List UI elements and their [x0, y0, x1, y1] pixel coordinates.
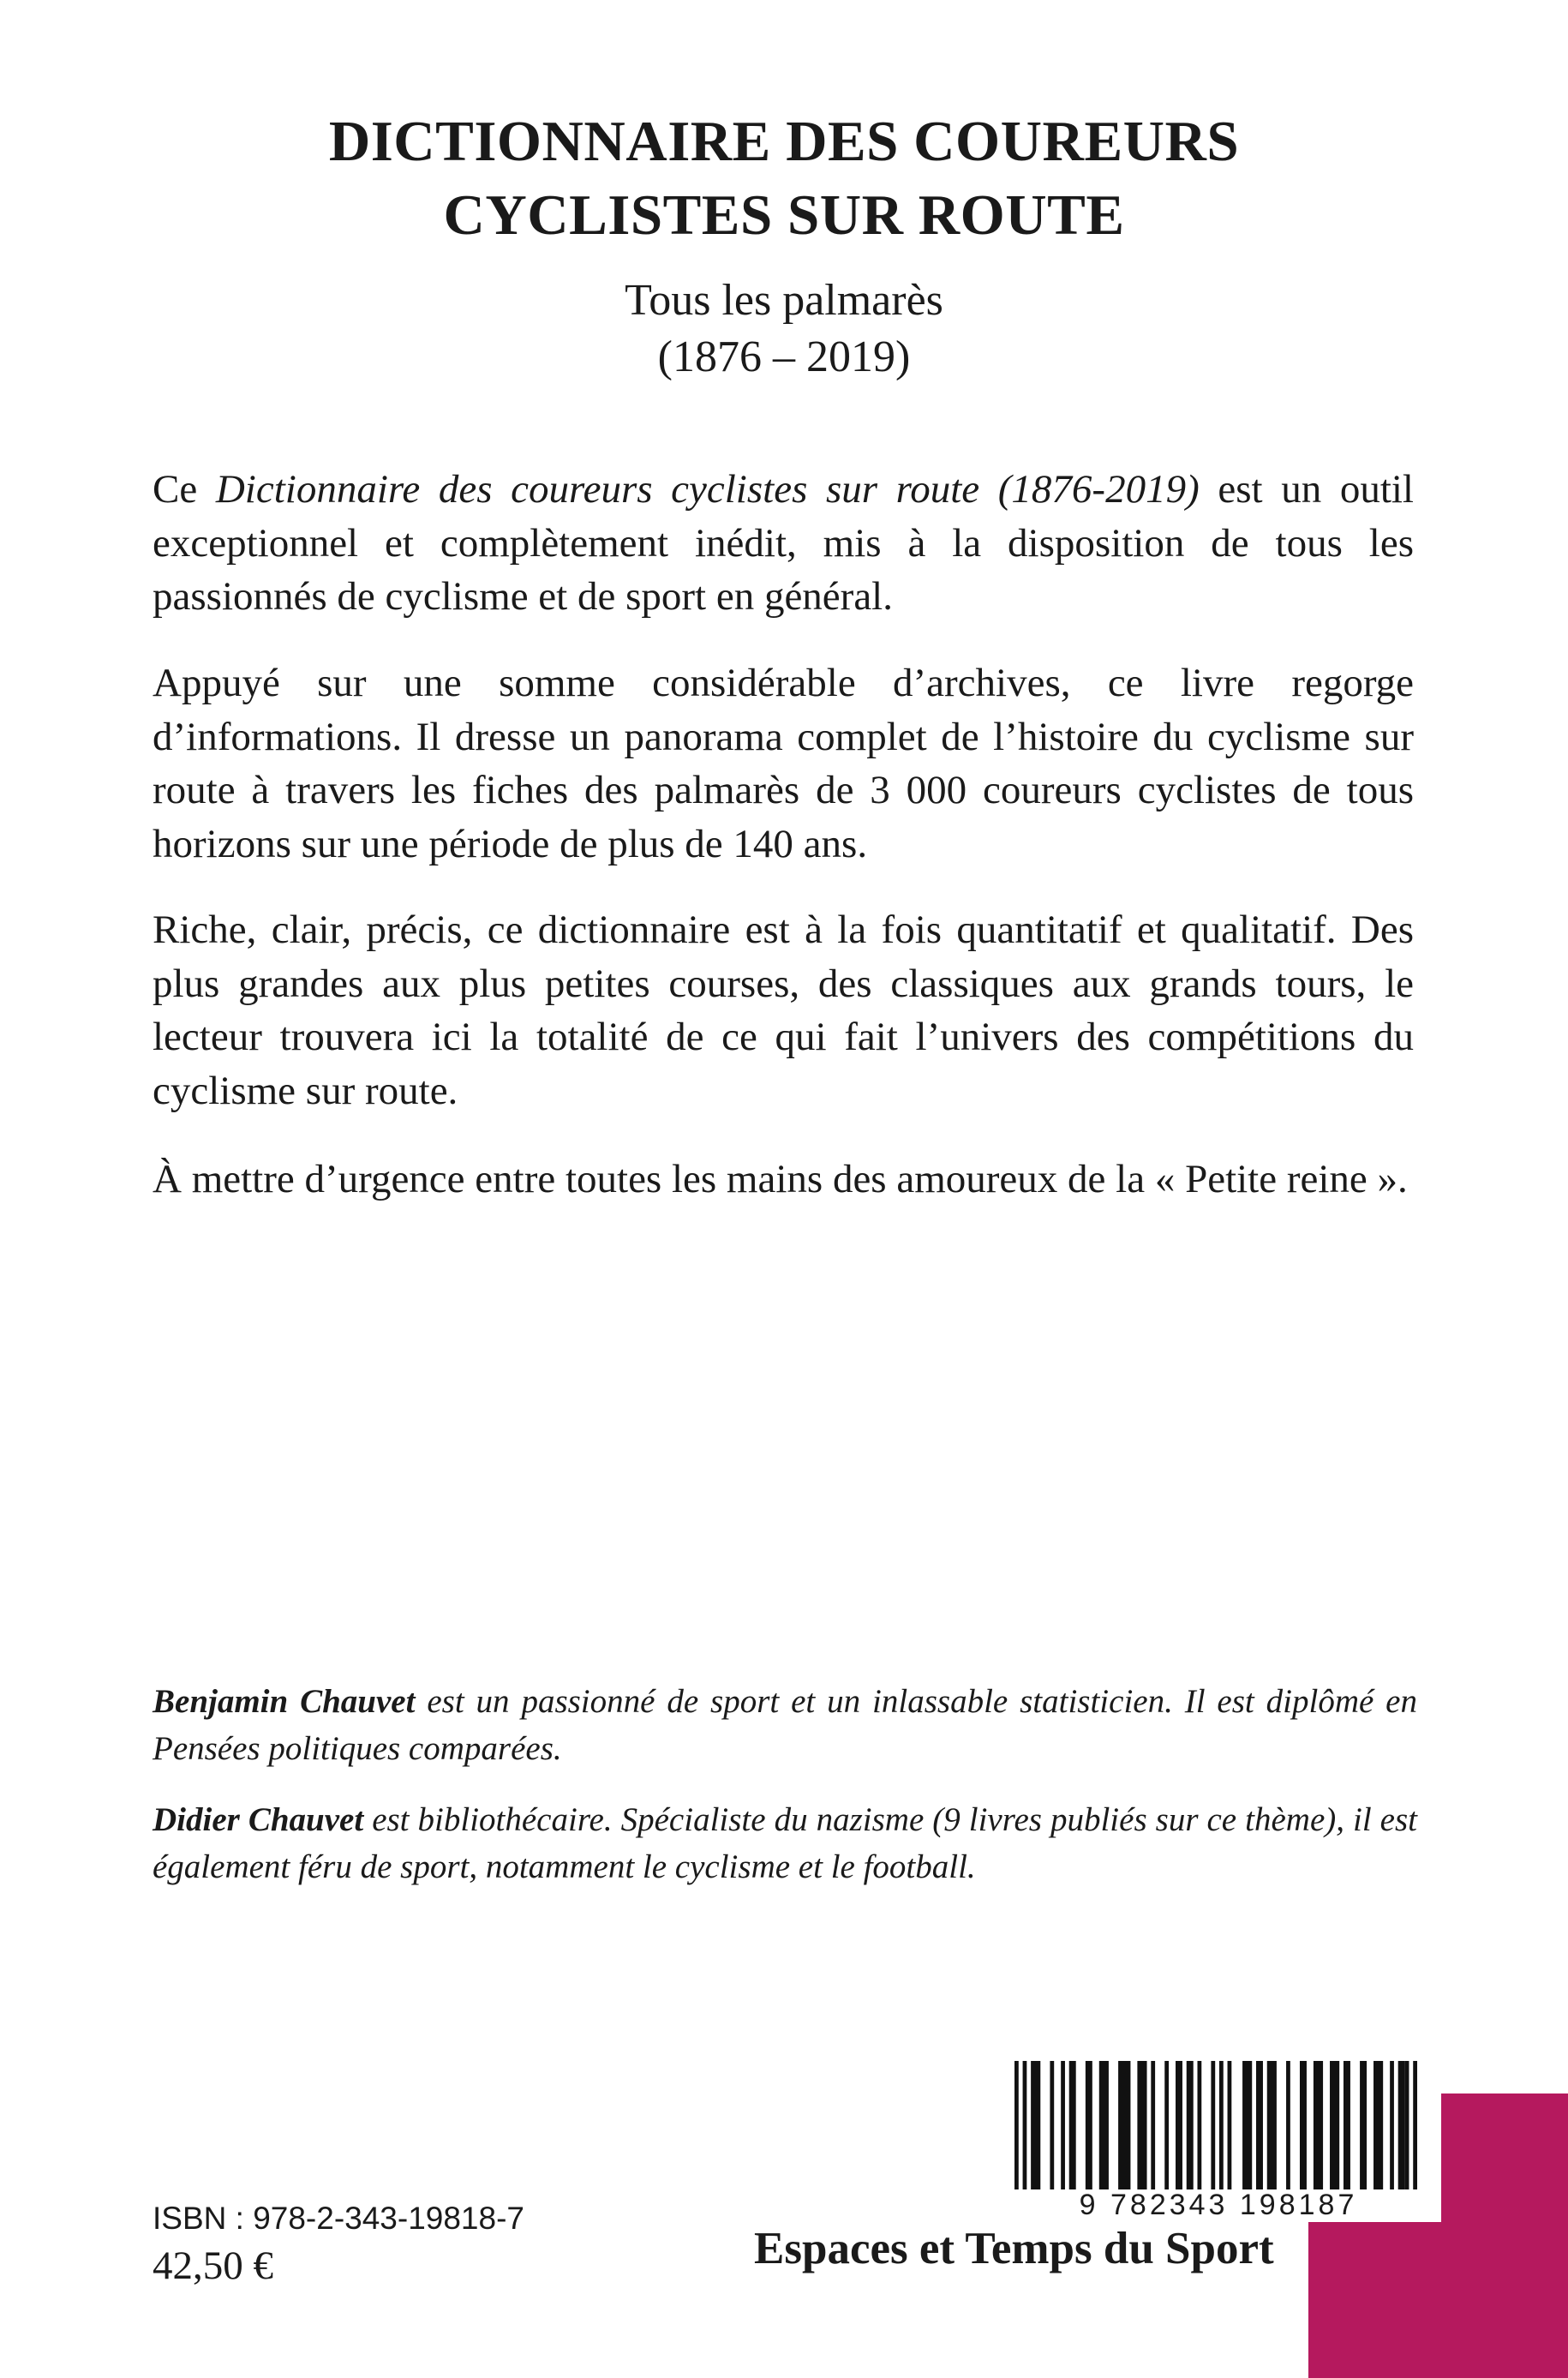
p1-rest: est un outil exceptionnel et complètement inédit, mis à la disposition de tous les passionnés de cyclisme et de sport en général. [153, 467, 1414, 619]
subtitle-line-1: Tous les palmarès [625, 276, 943, 325]
collection-name: Espaces et Temps du Sport [754, 2224, 1274, 2273]
barcode-bar [1086, 2061, 1092, 2189]
barcode-bar [1031, 2061, 1040, 2189]
barcode-bar [1330, 2061, 1339, 2189]
barcode-digits: 9 782343 198187 [1079, 2189, 1358, 2221]
barcode-bar [1390, 2061, 1394, 2189]
title-line-2: CYCLISTES SUR ROUTE [443, 183, 1125, 247]
isbn: ISBN : 978-2-343-19818-7 [153, 2201, 524, 2236]
barcode-bar [1187, 2061, 1194, 2189]
author-bio-text-1: est un passionné de sport et un inlassable statisticien. Il est diplômé en Pensées politiques comparées. [153, 1683, 1417, 1767]
barcode-bar [1164, 2061, 1169, 2189]
book-title-italic: Dictionnaire des coureurs cyclistes sur route (1876-2019) [215, 467, 1200, 512]
author-bio-1 [153, 1678, 1417, 1772]
p1-prefix: Ce [153, 467, 216, 512]
barcode-bar [1014, 2061, 1019, 2189]
author-bio-2 [153, 1796, 1417, 1890]
barcode-bar [1151, 2061, 1155, 2189]
barcode-bar [1398, 2061, 1405, 2189]
barcode-bar [1405, 2061, 1409, 2189]
barcode-bar [1137, 2061, 1146, 2189]
barcode-bar [1176, 2061, 1182, 2189]
description-paragraph-2: Appuyé sur une somme considérable d’archives, ce livre regorge d’informations. Il dresse un panorama complet de l’histoire du cyclisme sur route à travers les fiches des palmarès de 3 000 coureurs cyclistes de tous horizons sur une période de plus de 140 ans. [153, 661, 1414, 866]
barcode-bar [1413, 2061, 1417, 2189]
description-paragraph-1 [153, 463, 1414, 624]
barcode-bar [1300, 2061, 1307, 2189]
barcode-bar [1211, 2061, 1215, 2189]
author-name-1: Benjamin Chauvet [153, 1683, 416, 1720]
barcode-bar [1360, 2061, 1367, 2189]
barcode-bar [1373, 2061, 1383, 2189]
author-bio-text-2: est bibliothécaire. Spécialiste du nazisme (9 livres publiés sur ce thème), il est également féru de sport, notamment le cyclisme et le football. [153, 1801, 1417, 1885]
book-subtitle [0, 273, 1568, 386]
barcode-bar [1267, 2061, 1277, 2189]
description-paragraph-4: À mettre d’urgence entre toutes les mains des amoureux de la « Petite reine ». [153, 1157, 1408, 1201]
barcode-bars [996, 2061, 1441, 2189]
barcode-bar [1023, 2061, 1027, 2189]
barcode-bar [1050, 2061, 1054, 2189]
barcode-bar [1118, 2061, 1130, 2189]
title-line-1: DICTIONNAIRE DES COUREURS [328, 110, 1240, 173]
barcode-bar [1061, 2061, 1065, 2189]
barcode-bar [1228, 2061, 1232, 2189]
subtitle-line-2: (1876 – 2019) [657, 332, 911, 381]
barcode-bar [1344, 2061, 1350, 2189]
description-paragraph-3: Riche, clair, précis, ce dictionnaire est à la fois quantitatif et qualitatif. Des plus grandes aux plus petites courses, des classiques aux grands tours, le lecteur trouvera ici la totalité de ce qui fait l’univers des compétitions du cyclisme sur route. [153, 907, 1414, 1113]
barcode-bar [1197, 2061, 1201, 2189]
barcode-bar [1242, 2061, 1252, 2189]
barcode [996, 2061, 1441, 2222]
barcode-bar [1069, 2061, 1076, 2189]
book-title [0, 105, 1568, 252]
barcode-bar [1099, 2061, 1109, 2189]
barcode-bar [1286, 2061, 1290, 2189]
barcode-bar [1219, 2061, 1224, 2189]
price: 42,50 € [153, 2243, 273, 2288]
author-name-2: Didier Chauvet [153, 1801, 364, 1838]
barcode-bar [1256, 2061, 1263, 2189]
barcode-bar [1314, 2061, 1323, 2189]
